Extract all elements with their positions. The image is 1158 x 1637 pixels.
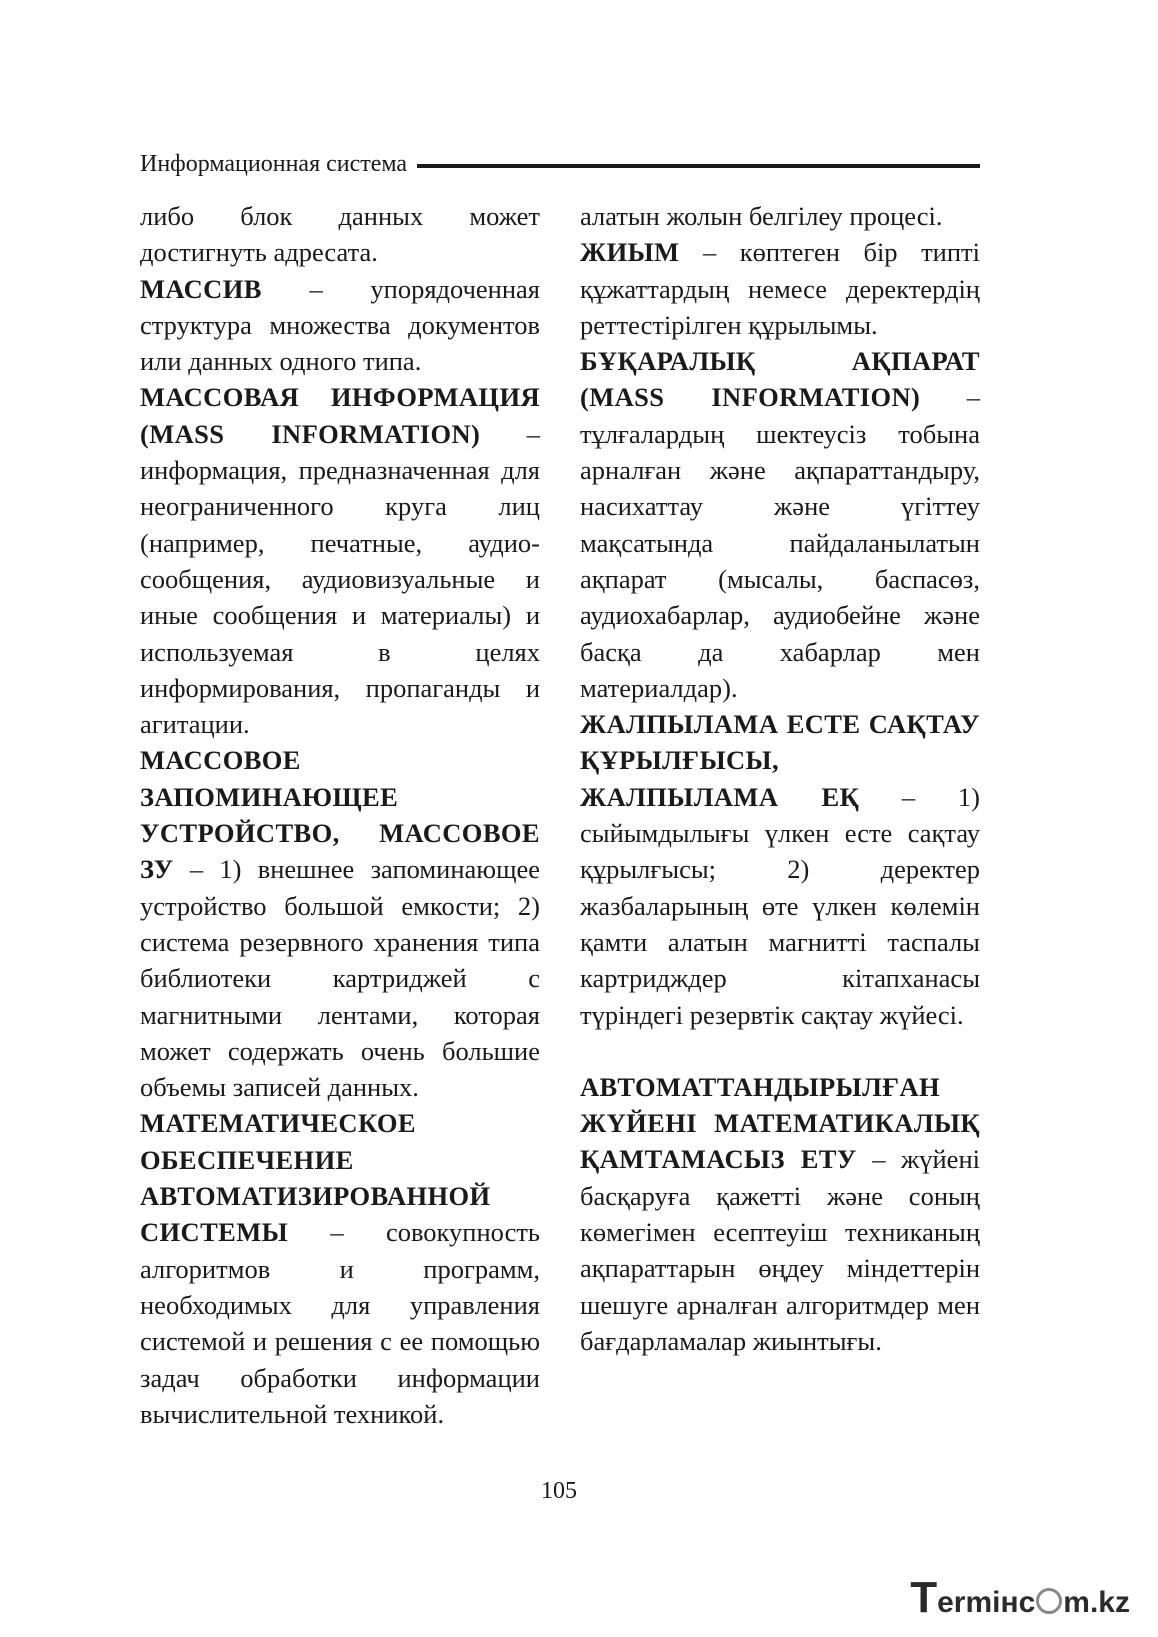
entry-term: МАССИВ bbox=[140, 273, 262, 304]
entry-text: – информация, предназначенная для неограниченного круга лиц (например, печатные, аудио-сообщения, аудиовизуальные и иные сообщения и материалы) и используемая в целях информирования, пропаганды и агитации. bbox=[140, 418, 540, 740]
entry-continuation bbox=[580, 198, 980, 234]
entry-term: МАССОВОЕ ЗАПОМИНАЮЩЕЕ УСТРОЙСТВО, МАССОВОЕ ЗУ bbox=[140, 745, 540, 885]
entry-term: МАССОВАЯ ИНФОРМАЦИЯ (MASS INFORMATION) bbox=[140, 382, 540, 449]
entry-bukaralyk-akparat bbox=[580, 343, 980, 706]
entry-massiv bbox=[140, 271, 540, 380]
entry-term: ЖИЫМ bbox=[580, 237, 680, 268]
entry-text: – 1) сыйымдылығы үлкен есте сақтау құрылғысы; 2) деректер жазбаларының өте үлкен көлемін қамти алатын магнитті таспалы картридждер кітапханасы түріндегі резервтік сақтау жүйесі. bbox=[580, 781, 980, 1030]
page-number: 105 bbox=[541, 1478, 577, 1504]
entry-text: – 1) внешнее запоминающее устройство большой емкости; 2) система резервного хранения типа библиотеки картриджей с магнитными лентами, которая может содержать очень большие объемы записей данных. bbox=[140, 854, 540, 1103]
entry-term: ЖАЛПЫЛАМА ЕСТЕ САҚТАУ ҚҰРЫЛҒЫСЫ, ЖАЛПЫЛАМА ЕҚ bbox=[580, 709, 980, 812]
entry-text: – көптеген бір типті құжаттардың немесе деректердің реттестірілген құрылымы. bbox=[580, 237, 980, 340]
right-column bbox=[580, 198, 980, 1359]
left-column bbox=[140, 198, 540, 1432]
entry-math-support bbox=[140, 1105, 540, 1432]
entry-text: алатын жолын белгілеу процесі. bbox=[580, 201, 943, 231]
running-title: Информационная система bbox=[140, 150, 408, 177]
magnifier-icon bbox=[1036, 1588, 1062, 1614]
watermark-letter: T bbox=[910, 1573, 938, 1622]
watermark-text: ermінc bbox=[937, 1586, 1036, 1619]
running-header bbox=[140, 146, 980, 182]
entry-math-kamtamasyz bbox=[580, 1069, 980, 1359]
entry-zhalpylama-ek bbox=[580, 706, 980, 1033]
entry-term: АВТОМАТТАНДЫРЫЛҒАН ЖҮЙЕНІ МАТЕМАТИКАЛЫҚ ҚАМТАМАСЫЗ ЕТУ bbox=[580, 1071, 980, 1175]
entry-zhiym bbox=[580, 234, 980, 343]
watermark-domain: m.kz bbox=[1063, 1586, 1130, 1619]
paragraph-gap bbox=[580, 1033, 980, 1069]
entry-text: – жүйені басқаруға қажетті және соның көмегімен есептеуіш техниканың ақпараттарын өңдеу міндеттерін шешуге арналған алгоритмдер мен бағдарламалар жиынтығы. bbox=[580, 1144, 980, 1356]
entry-text: – упорядоченная структура множества документов или данных одного типа. bbox=[140, 273, 540, 377]
header-rule bbox=[417, 164, 980, 168]
entry-text: – тұлғалардың шектеусіз тобына арналған және ақпараттандыру, насихаттау және үгіттеу мақсатында пайдаланылатын ақпарат (мысалы, баспасөз, аудиохабарлар, аудиобейне және басқа да хабарлар мен материалдар). bbox=[580, 382, 980, 703]
entry-continuation bbox=[140, 198, 540, 271]
entry-mass-storage bbox=[140, 742, 540, 1105]
entry-term: БҰҚАРАЛЫҚ АҚПАРАТ (MASS INFORMATION) bbox=[580, 346, 980, 413]
site-watermark-logo bbox=[910, 1573, 1130, 1623]
entry-text: – совокупность алгоритмов и программ, необходимых для управления системой и решения с ее помощью задач обработки информации вычислительной техникой. bbox=[140, 1217, 540, 1429]
entry-text: либо блок данных может достигнуть адресата. bbox=[140, 201, 540, 268]
entry-mass-information bbox=[140, 379, 540, 742]
entry-term: МАТЕМАТИЧЕСКОЕ ОБЕСПЕЧЕНИЕ АВТОМАТИЗИРОВАННОЙ СИСТЕМЫ bbox=[140, 1108, 491, 1248]
